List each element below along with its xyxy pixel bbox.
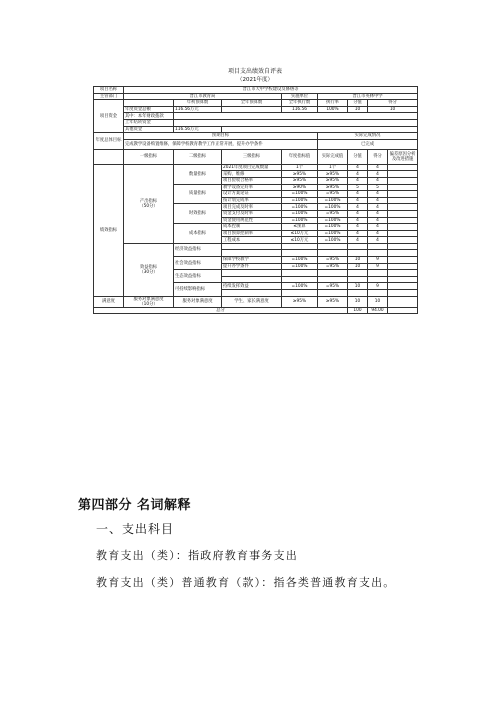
indicator-actual: =95%: [318, 257, 348, 264]
impl-value: 晋江市英林中学: [318, 93, 418, 100]
goal-expected-label: 预期目标: [124, 133, 318, 140]
indicator-name: 保障学校教学: [222, 257, 282, 264]
table-row: [94, 164, 418, 171]
indicator-score: 4: [368, 237, 388, 244]
performance-table: [93, 86, 418, 314]
table-row: [94, 93, 418, 100]
indicator-name: 持续发挥效益: [222, 283, 282, 290]
funds-other-v1: 116.56万元: [174, 126, 222, 133]
indicator-value: 4: [348, 164, 368, 171]
indicator-value: 4: [348, 217, 368, 224]
table-row: [94, 126, 418, 133]
indicator-score: 4: [368, 230, 388, 237]
funds-prev-label: 上年结转资金: [124, 119, 174, 126]
header-lvl2: 二级指标: [174, 149, 222, 164]
indicator-score: 5: [368, 184, 388, 191]
funds-total-v4: 100%: [318, 106, 348, 113]
indicator-value: 10: [348, 283, 368, 290]
header-score-value: 分值: [348, 149, 368, 164]
indicator-target: ≥90%: [282, 184, 318, 191]
output-points: （50分）: [139, 203, 158, 209]
indicator-name: 工程成本: [222, 237, 282, 244]
satisfaction-actual: ≥95%: [318, 296, 348, 307]
table-title-block: [120, 68, 390, 84]
indicator-actual: =95%: [318, 283, 348, 290]
indicator-actual: =100%: [318, 217, 348, 224]
header-target: 年度指标值: [282, 149, 318, 164]
indicator-target: ≥95%: [282, 171, 318, 178]
header-score: 得分: [368, 149, 388, 164]
indicator-value: 4: [348, 191, 368, 198]
indicator-target: =100%: [282, 257, 318, 264]
goal-text: 完成教学设备购置维修，保障学校教育教学工作正常开展，提升办学条件: [124, 139, 318, 149]
goal-label: 年度总体目标: [94, 133, 124, 150]
indicator-target: ≤10万元: [282, 237, 318, 244]
funds-col-yearbudget: 全年预算数: [222, 100, 282, 107]
indicator-target: 1个: [282, 164, 318, 171]
performance-label: 绩效指标: [94, 164, 124, 296]
satisfaction-points: （10分）: [139, 301, 158, 307]
indicator-target: =100%: [282, 197, 318, 204]
table-row: [94, 139, 418, 149]
section-heading: 第四部分 名词解释: [78, 498, 192, 513]
indicator-name: 项目完成及时率: [222, 204, 282, 211]
funds-total-v6: 10: [368, 106, 418, 113]
indicator-value: 5: [348, 184, 368, 191]
indicator-name: 采购、维修: [222, 171, 282, 178]
indicator-value: 4: [348, 210, 368, 217]
indicator-target: =100%: [282, 204, 318, 211]
satisfaction-sub-label: 服务对象满意度: [133, 296, 164, 302]
environment-label: 生态效益指标: [174, 270, 222, 283]
indicator-score: 4: [368, 177, 388, 184]
satisfaction-label: 满意度: [94, 296, 124, 307]
table-row: [94, 119, 418, 126]
indicator-actual: ≥95%: [318, 171, 348, 178]
indicator-target: =100%: [282, 263, 318, 270]
table-row: [94, 296, 418, 307]
quantity-label: 数量指标: [174, 164, 222, 184]
indicator-value: 4: [348, 204, 368, 211]
header-lvl1: 一级指标: [124, 149, 174, 164]
indicator-value: 4: [348, 197, 368, 204]
indicator-actual: =95%: [318, 210, 348, 217]
indicator-score: 4: [368, 217, 388, 224]
indicator-score: 9: [368, 263, 388, 270]
indicator-name: 教学设备完好率: [222, 184, 282, 191]
indicator-score: 9: [368, 257, 388, 264]
header-reason: 偏差原因分析及改进措施: [388, 149, 418, 164]
funds-col-executed: 全年执行数: [282, 100, 318, 107]
table-row: [94, 87, 418, 94]
indicator-target: ≤10万元: [282, 230, 318, 237]
indicator-value: 4: [348, 237, 368, 244]
indicator-actual: =100%: [318, 230, 348, 237]
table-row: [94, 243, 418, 250]
header-actual: 实际完成值: [318, 149, 348, 164]
satisfaction-score: 10: [368, 296, 388, 307]
output-label: [124, 164, 174, 243]
dept-label: 主管部门: [94, 93, 124, 100]
table-title: 项目支出绩效自评表: [227, 68, 282, 75]
indicator-score: 9: [368, 283, 388, 290]
funds-cur-label: 其中：本年财政拨款: [124, 113, 174, 120]
funds-col-rate: 执行率: [318, 100, 348, 107]
indicator-name: 成本控制: [222, 224, 282, 231]
sustain-label: 可持续影响指标: [174, 283, 222, 296]
indicator-name: 2021年度项目完成数量: [222, 164, 282, 171]
indicator-name: 设计方案论证: [222, 191, 282, 198]
indicator-target: =100%: [282, 210, 318, 217]
indicator-score: 4: [368, 191, 388, 198]
output-label-text: 产出指标: [139, 198, 158, 204]
project-name-value: 晋江市大中学校建设及修缮等: [124, 87, 418, 94]
funds-col-score: 得分: [368, 100, 418, 107]
indicator-actual: ≥95%: [318, 184, 348, 191]
timeliness-label: 时效指标: [174, 204, 222, 224]
funds-total-v3: 116.56: [282, 106, 318, 113]
table-row: [94, 100, 418, 107]
indicator-score: 4: [368, 171, 388, 178]
indicator-name: 资金使用规范性: [222, 217, 282, 224]
effect-label-text: 效益指标: [139, 264, 158, 270]
cost-label: 成本指标: [174, 224, 222, 244]
satisfaction-target: ≥95%: [282, 296, 318, 307]
indicator-target: ≥95%: [282, 177, 318, 184]
indicator-value: 4: [348, 177, 368, 184]
funds-col-value: 分值: [348, 100, 368, 107]
indicator-value: 10: [348, 263, 368, 270]
indicator-actual: =100%: [318, 224, 348, 231]
funds-col-budget: 年初预算数: [174, 100, 222, 107]
header-lvl3: 三级指标: [222, 149, 282, 164]
indicator-actual: =95%: [318, 263, 348, 270]
satisfaction-value: 10: [348, 296, 368, 307]
indicator-target: =100%: [282, 217, 318, 224]
funds-other-label: 其他资金: [124, 126, 174, 133]
indicator-actual: 1个: [318, 164, 348, 171]
indicator-name: 提升办学条件: [222, 263, 282, 270]
funds-total-v1: 116.56万元: [174, 106, 222, 113]
indicator-name: 资金支付及时率: [222, 210, 282, 217]
total-value: 100: [348, 307, 368, 314]
table-row: [94, 106, 418, 113]
project-name-label: 项目名称: [94, 87, 124, 94]
indicator-value: 4: [348, 224, 368, 231]
indicator-score: 4: [368, 197, 388, 204]
funds-label: 项目资金: [94, 100, 124, 133]
effect-points: （30分）: [139, 269, 158, 275]
impl-label: 实施单位: [282, 93, 318, 100]
indicator-actual: ≥95%: [318, 177, 348, 184]
satisfaction-name: 学生、家长满意度: [222, 296, 282, 307]
funds-total-label: 年度资金总额: [124, 106, 174, 113]
indicator-name: 项目预算控制率: [222, 230, 282, 237]
effect-label: [124, 243, 174, 296]
indicator-score: 4: [368, 224, 388, 231]
indicator-actual: =100%: [318, 204, 348, 211]
indicator-target: ≤预算: [282, 224, 318, 231]
total-label: 总分: [94, 307, 348, 314]
table-row: [94, 113, 418, 120]
indicator-value: 4: [348, 171, 368, 178]
social-label: 社会效益指标: [174, 257, 222, 270]
indicator-score: 4: [368, 204, 388, 211]
table-year: （2021年度）: [237, 77, 273, 83]
indicator-target: =100%: [282, 283, 318, 290]
satisfaction-sub-label-2: 服务对象满意度: [174, 296, 222, 307]
economic-label: 经济效益指标: [174, 243, 222, 256]
indicator-value: 10: [348, 257, 368, 264]
indicator-target: =100%: [282, 191, 318, 198]
table-row: [94, 307, 418, 314]
total-score: 94.00: [368, 307, 388, 314]
body-line-1: 教育支出（类）：指政府教育事务支出: [96, 549, 298, 562]
indicator-actual: =100%: [318, 197, 348, 204]
indicator-actual: =95%: [318, 191, 348, 198]
funds-total-v5: 10: [348, 106, 368, 113]
goal-actual-label: 实际完成情况: [318, 133, 418, 140]
body-line-2: 教育支出（类）普通教育（款）：指各类普通教育支出。: [96, 576, 396, 589]
indicator-name: 项目验收合格率: [222, 177, 282, 184]
quality-label: 质量指标: [174, 184, 222, 204]
dept-value: 晋江市教育局: [124, 93, 282, 100]
indicator-value: 4: [348, 230, 368, 237]
table-row: [94, 149, 418, 164]
indicator-score: 4: [368, 210, 388, 217]
sub-heading: 一、支出科目: [96, 522, 175, 536]
goal-actual-text: 已完成: [318, 139, 418, 149]
indicator-score: 4: [368, 164, 388, 171]
indicator-actual: =100%: [318, 237, 348, 244]
table-row: [94, 133, 418, 140]
satisfaction-sub: [124, 296, 174, 307]
indicator-name: 按计划完成率: [222, 197, 282, 204]
